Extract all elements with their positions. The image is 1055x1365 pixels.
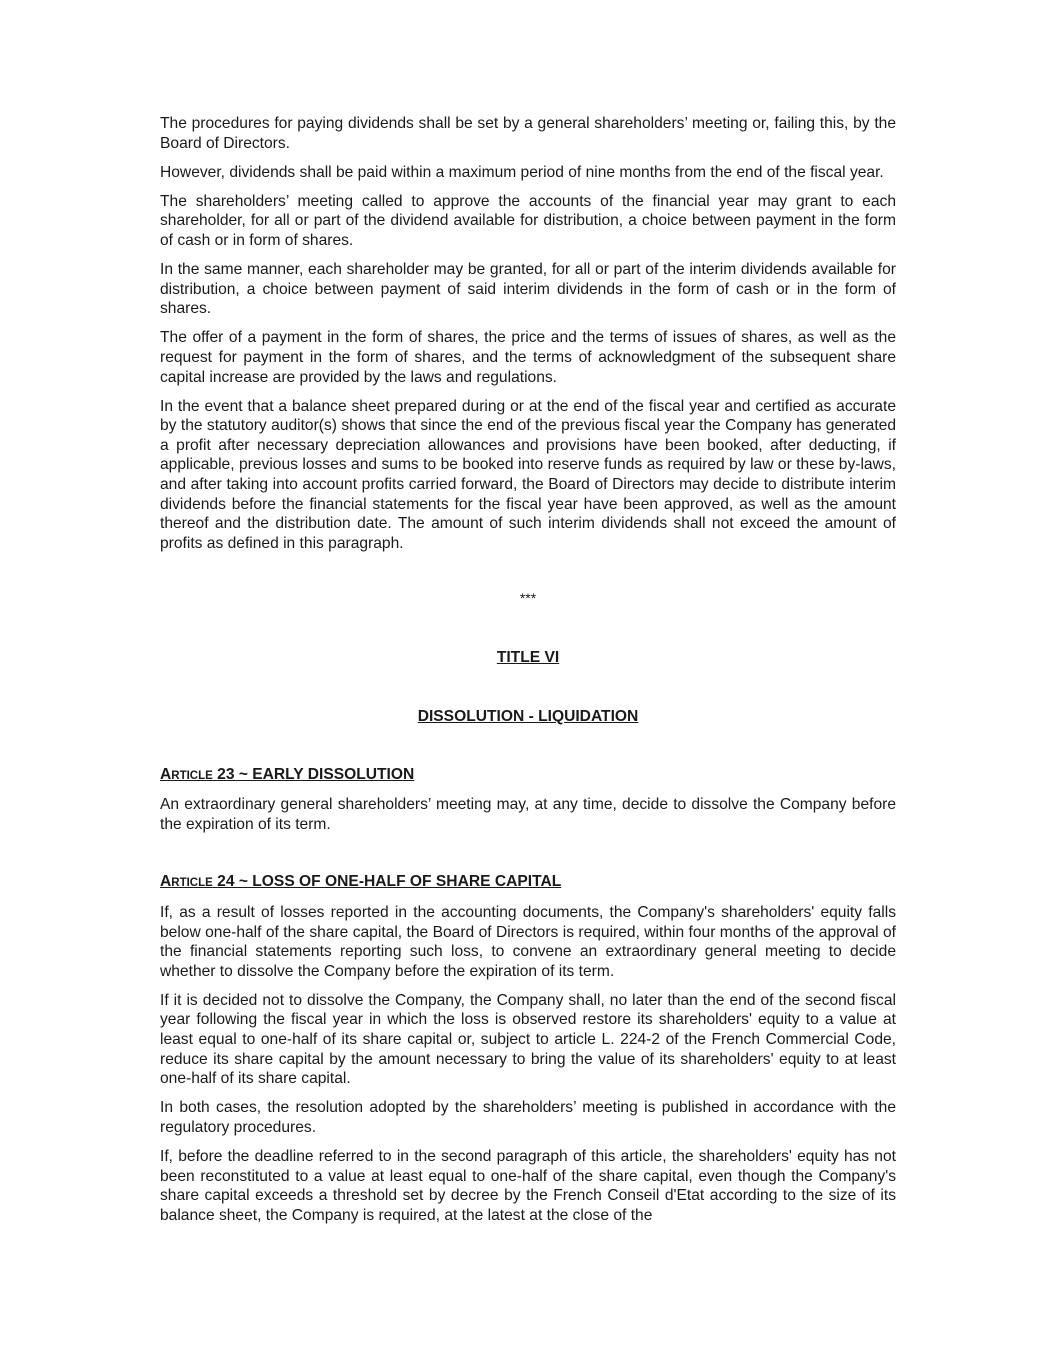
article-24-prefix-initial: A (160, 873, 172, 891)
paragraph-interim-dividends: In the event that a balance sheet prepared during or at the end of the fiscal year and certified as accurate by the statutory auditor(s) shows that since the end of the previous fiscal year the Company has generated a profit after necessary depreciation allowances and provisions have been booked, after deducting, if applicable, previous losses and sums to be booked into reserve funds as required by law or these by-laws, and after taking into account profits carried forward, the Board of Directors may decide to distribute interim dividends before the financial statements for the fiscal year have been approved, as well as the amount thereof and the distribution date. The amount of such interim dividends shall not exceed the amount of profits as defined in this paragraph. (160, 397, 896, 552)
article-23-prefix-initial: A (160, 765, 172, 783)
document-page (160, 114, 896, 1235)
subtitle-heading: DISSOLUTION - LIQUIDATION (417, 707, 639, 725)
article-24-paragraph-1: If, as a result of losses reported in the accounting documents, the Company's shareholders' equity falls below one-half of the share capital, the Board of Directors is required, within four months of the approval of the financial statements reporting such loss, to convene an extraordinary general meeting to decide whether to dissolve the Company before the expiration of its term. (160, 903, 896, 980)
article-23-title: 23 ~ EARLY DISSOLUTION (217, 765, 415, 783)
paragraph-share-payment-offer: The offer of a payment in the form of shares, the price and the terms of issues of shares, as well as the request for payment in the form of shares, and the terms of acknowledgment of the subsequent share capital increase are provided by the laws and regulations. (160, 329, 896, 386)
article-23-heading (160, 765, 896, 787)
article-24-paragraph-3: In both cases, the resolution adopted by the shareholders’ meeting is published in accordance with the regulatory procedures. (160, 1099, 896, 1136)
article-23-prefix-rest: RTICLE (171, 769, 213, 782)
section-separator: *** (519, 590, 537, 607)
paragraph-dividend-procedures: The procedures for paying dividends shall be set by a general shareholders’ meeting or, failing this, by the Board of Directors. (160, 115, 896, 152)
paragraph-dividend-choice: The shareholders’ meeting called to approve the accounts of the financial year may grant to each shareholder, for all or part of the dividend available for distribution, a choice between payment in the form of cash or in form of shares. (160, 192, 896, 249)
article-23-paragraph: An extraordinary general shareholders’ meeting may, at any time, decide to dissolve the Company before the expiration of its term. (160, 796, 896, 833)
paragraph-interim-dividend-choice: In the same manner, each shareholder may be granted, for all or part of the interim dividends available for distribution, a choice between payment of said interim dividends in the form of cash or in the form of shares. (160, 261, 896, 318)
title-heading: TITLE VI (496, 649, 560, 667)
article-24-heading (160, 872, 896, 894)
article-24-title: 24 ~ LOSS OF ONE-HALF OF SHARE CAPITAL (217, 873, 562, 891)
article-24-prefix-rest: RTICLE (171, 877, 213, 890)
article-24-paragraph-4: If, before the deadline referred to in the second paragraph of this article, the shareholders' equity has not been reconstituted to a value at least equal to one-half of the share capital, even though the Company's share capital exceeds a threshold set by decree by the French Conseil d'Etat according to the size of its balance sheet, the Company is required, at the latest at the close of the (160, 1147, 896, 1224)
paragraph-dividend-deadline: However, dividends shall be paid within a maximum period of nine months from the end of the fiscal year. (160, 163, 884, 181)
article-24-paragraph-2: If it is decided not to dissolve the Company, the Company shall, no later than the end of the second fiscal year following the fiscal year in which the loss is observed restore its shareholders' equity to a value at least equal to one-half of its share capital or, subject to article L. 224-2 of the French Commercial Code, reduce its share capital by the amount necessary to bring the value of its shareholders' equity to at least one-half of its share capital. (160, 991, 896, 1088)
